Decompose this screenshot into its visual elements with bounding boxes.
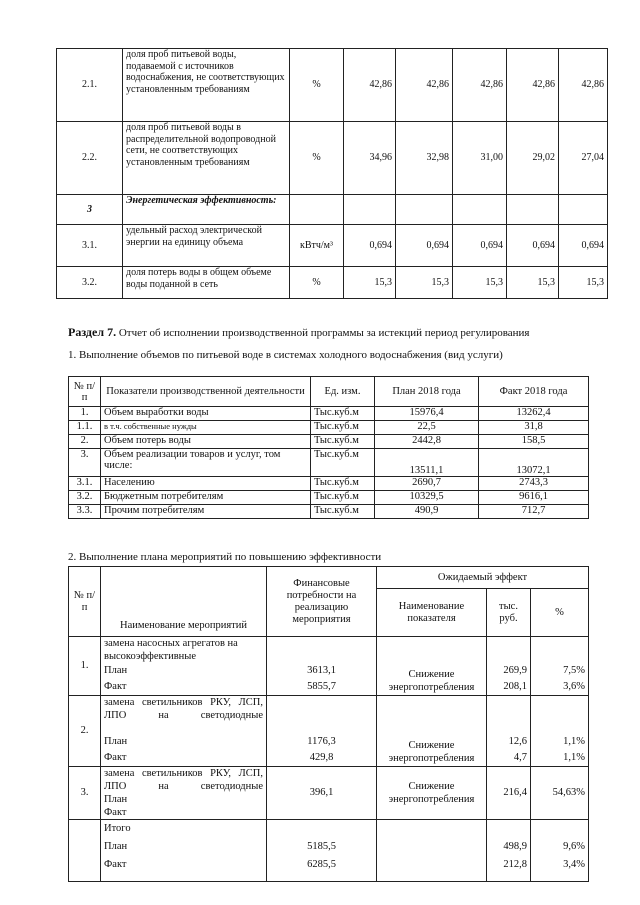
row-number: 2.1.: [57, 49, 123, 122]
header-unit: Ед. изм.: [311, 377, 375, 407]
row-value: 42,86: [453, 49, 507, 122]
row-value: [344, 195, 396, 225]
row-measure: [101, 767, 267, 820]
row-measure: [101, 637, 267, 696]
row-plan: 10329,5: [375, 491, 479, 505]
table-header-row: [69, 377, 589, 407]
plan-label: План: [104, 794, 128, 805]
row-value: 15,3: [396, 267, 453, 299]
measure-title: замена насосных агрегатов на высокоэффективные: [104, 638, 238, 662]
row-unit: [290, 195, 344, 225]
fact-label: Факт: [104, 859, 127, 870]
row-rub: [487, 767, 531, 820]
row-value: 0,694: [396, 225, 453, 267]
row-unit: %: [290, 267, 344, 299]
plan-percent: 9,6%: [563, 841, 586, 852]
section-label: Раздел 7.: [68, 325, 117, 339]
row-value: 0,694: [507, 225, 559, 267]
row-value: 27,04: [559, 122, 608, 195]
row-fact: 158,5: [479, 435, 589, 449]
plan-percent: 1,1%: [563, 736, 586, 747]
table-row: [57, 225, 608, 267]
total-measure: [101, 820, 267, 882]
row-value: 15,3: [344, 267, 396, 299]
header-financial-needs: Финансовые потребности на реализацию мероприятия: [267, 567, 377, 637]
row-value: 0,694: [559, 225, 608, 267]
row-financial: [267, 696, 377, 767]
row-plan: 490,9: [375, 505, 479, 519]
fact-financial: 5855,7: [307, 681, 336, 692]
row-fact: 13072,1: [479, 449, 589, 477]
efficiency-measures-table: [68, 566, 589, 882]
table-row: [69, 407, 589, 421]
table-row: [69, 477, 589, 491]
row-unit: Тыс.куб.м: [311, 505, 375, 519]
row-description: удельный расход электрической энергии на единицу объема: [123, 225, 290, 267]
table-total-row: [69, 820, 589, 882]
row-number: 3.: [69, 449, 101, 477]
row-unit: Тыс.куб.м: [311, 491, 375, 505]
row-value: 42,86: [396, 49, 453, 122]
header-percent: %: [531, 589, 589, 637]
row-plan: 13511,1: [375, 449, 479, 477]
plan-rub: 269,9: [503, 665, 527, 676]
table-row: [69, 637, 589, 696]
row-number: 1.1.: [69, 421, 101, 435]
row-value: 0,694: [453, 225, 507, 267]
fact-label: Факт: [104, 681, 127, 692]
section-title: Отчет об исполнении производственной программы за истекций период регулирования: [118, 327, 530, 339]
plan-percent: 54,63%: [552, 787, 586, 798]
row-value: 34,96: [344, 122, 396, 195]
header-expected-effect: Ожидаемый эффект: [377, 567, 589, 589]
row-value: 31,00: [453, 122, 507, 195]
row-name: Объем потерь воды: [101, 435, 311, 449]
plan-rub: 12,6: [508, 736, 527, 747]
row-unit: Тыс.куб.м: [311, 407, 375, 421]
header-rub: тыс. руб.: [487, 589, 531, 637]
plan-label: План: [104, 665, 128, 676]
row-name: Объем выработки воды: [101, 407, 311, 421]
row-number: 2.2.: [57, 122, 123, 195]
table-row: [69, 421, 589, 435]
table-row: [57, 267, 608, 299]
row-number: 3.2.: [57, 267, 123, 299]
header-name: Показатели производственной деятельности: [101, 377, 311, 407]
row-unit: Тыс.куб.м: [311, 449, 375, 477]
row-financial: [267, 637, 377, 696]
row-plan: 15976,4: [375, 407, 479, 421]
fact-percent: 3,6%: [563, 681, 586, 692]
table-row: [69, 435, 589, 449]
row-value: 42,86: [507, 49, 559, 122]
table-row: [57, 49, 608, 122]
row-indicator: Снижение энергопотребления: [377, 637, 487, 696]
total-financial: [267, 820, 377, 882]
row-rub: [487, 696, 531, 767]
plan-financial: 3613,1: [307, 665, 336, 676]
plan-percent: 7,5%: [563, 665, 586, 676]
row-indicator: Снижение энергопотребления: [377, 696, 487, 767]
total-rub: [487, 820, 531, 882]
row-percent: [531, 696, 589, 767]
row-indicator: Снижение энергопотребления: [377, 767, 487, 820]
measure-title: замена светильников РКУ, ЛСП, ЛПО на светодиодные: [104, 768, 263, 792]
table-row: [69, 449, 589, 477]
row-fact: 13262,4: [479, 407, 589, 421]
row-fact: 31,8: [479, 421, 589, 435]
row-value: 15,3: [507, 267, 559, 299]
fact-percent: 3,4%: [563, 859, 586, 870]
row-unit: Тыс.куб.м: [311, 421, 375, 435]
plan-financial: 1176,3: [307, 736, 336, 747]
row-number: 3: [57, 195, 123, 225]
row-unit: Тыс.куб.м: [311, 435, 375, 449]
header-num: № п/п: [69, 567, 101, 637]
row-description: Энергетическая эффективность:: [123, 195, 290, 225]
row-number: 1.: [69, 407, 101, 421]
row-description: доля проб питьевой воды в распределительной водопроводной сети, не соответствующих установленным требованиям: [123, 122, 290, 195]
fact-label: Факт: [104, 807, 127, 818]
row-name: Объем реализации товаров и услуг, том числе:: [101, 449, 311, 477]
subsection-title-1: 1. Выполнение объемов по питьевой воде в системах холодного водоснабжения (вид услуги): [68, 349, 503, 361]
fact-financial: 429,8: [309, 752, 334, 763]
row-unit: Тыс.куб.м: [311, 477, 375, 491]
row-value: [507, 195, 559, 225]
row-measure: [101, 696, 267, 767]
fact-rub: 212,8: [503, 859, 527, 870]
total-percent: [531, 820, 589, 882]
table-row: [69, 696, 589, 767]
row-value: 15,3: [453, 267, 507, 299]
row-rub: [487, 637, 531, 696]
plan-financial: 396,1: [309, 787, 334, 798]
row-fact: 712,7: [479, 505, 589, 519]
plan-label: План: [104, 736, 128, 747]
header-fact: Факт 2018 года: [479, 377, 589, 407]
row-description: доля потерь воды в общем объеме воды поданной в сеть: [123, 267, 290, 299]
row-financial: [267, 767, 377, 820]
fact-percent: 1,1%: [563, 752, 586, 763]
row-number: 3.3.: [69, 505, 101, 519]
measure-title: замена светильников РКУ, ЛСП, ЛПО на светодиодные: [104, 697, 263, 721]
row-number: 3.1.: [57, 225, 123, 267]
row-value: [453, 195, 507, 225]
production-volumes-table: [68, 376, 589, 519]
row-unit: кВтч/м³: [290, 225, 344, 267]
row-name: Бюджетным потребителям: [101, 491, 311, 505]
row-name: Прочим потребителям: [101, 505, 311, 519]
plan-rub: 498,9: [503, 841, 527, 852]
row-value: 0,694: [344, 225, 396, 267]
row-unit: %: [290, 49, 344, 122]
fact-rub: 4,7: [513, 752, 527, 763]
row-number: 2.: [69, 435, 101, 449]
table-row: [69, 491, 589, 505]
row-value: 42,86: [344, 49, 396, 122]
table-row: [57, 122, 608, 195]
table-row: [69, 505, 589, 519]
row-value: 29,02: [507, 122, 559, 195]
table-row: [57, 195, 608, 225]
header-indicator: Наименование показателя: [377, 589, 487, 637]
row-name: Населению: [101, 477, 311, 491]
fact-rub: 208,1: [503, 681, 527, 692]
row-plan: 2442,8: [375, 435, 479, 449]
row-number: 3.: [69, 767, 101, 820]
total-label: Итого: [104, 823, 131, 834]
row-number: 3.2.: [69, 491, 101, 505]
row-value: 15,3: [559, 267, 608, 299]
fact-financial: 6285,5: [307, 859, 336, 870]
plan-financial: 5185,5: [307, 841, 336, 852]
header-plan: План 2018 года: [375, 377, 479, 407]
subsection-title-2: 2. Выполнение плана мероприятий по повышению эффективности: [68, 551, 382, 563]
row-description: доля проб питьевой воды, подаваемой с источников водоснабжения, не соответствующих установленным требованиям: [123, 49, 290, 122]
row-number: 1.: [69, 637, 101, 696]
indicators-table: [56, 48, 608, 299]
row-name: в т.ч. собственные нужды: [101, 421, 311, 435]
header-num: № п/п: [69, 377, 101, 407]
row-value: [396, 195, 453, 225]
plan-rub: 216,4: [503, 787, 527, 798]
row-fact: 2743,3: [479, 477, 589, 491]
header-name: Наименование мероприятий: [101, 567, 267, 637]
section-heading: [68, 325, 529, 340]
table-header-row: [69, 567, 589, 589]
fact-label: Факт: [104, 752, 127, 763]
row-number: 2.: [69, 696, 101, 767]
row-fact: 9616,1: [479, 491, 589, 505]
row-unit: %: [290, 122, 344, 195]
row-plan: 22,5: [375, 421, 479, 435]
row-value: [559, 195, 608, 225]
row-number: 3.1.: [69, 477, 101, 491]
row-value: 42,86: [559, 49, 608, 122]
table-row: [69, 767, 589, 820]
row-value: 32,98: [396, 122, 453, 195]
row-plan: 2690,7: [375, 477, 479, 491]
row-percent: [531, 637, 589, 696]
plan-label: План: [104, 841, 128, 852]
row-percent: [531, 767, 589, 820]
